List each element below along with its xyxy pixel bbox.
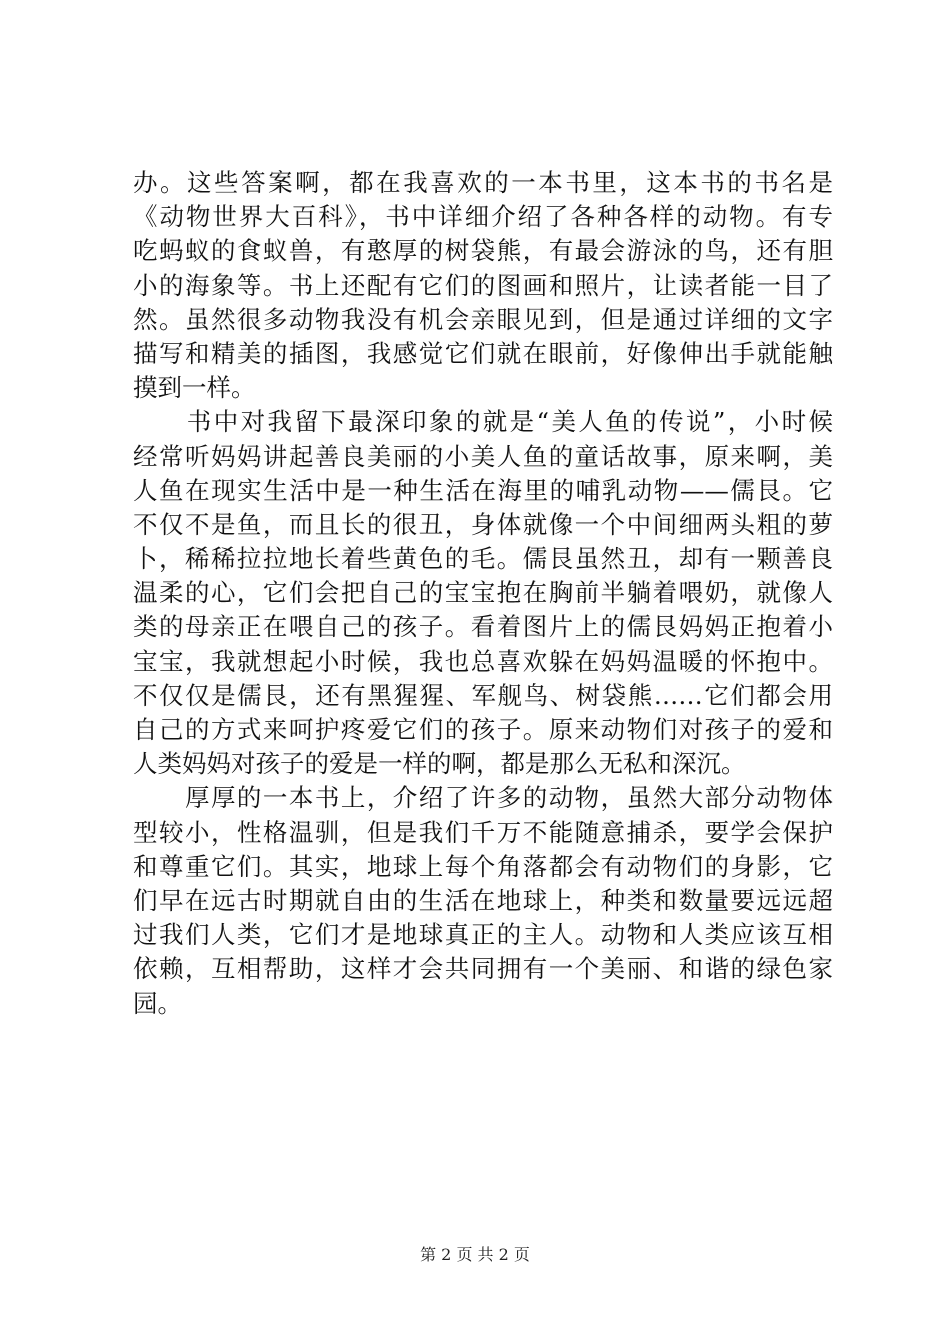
text-line: 和尊重它们。其实，地球上每个角落都会有动物们的身影，它 — [133, 851, 833, 881]
text-line: 过我们人类，它们才是地球真正的主人。动物和人类应该互相 — [133, 920, 833, 950]
text-line: 不仅仅是儒艮，还有黑猩猩、军舰鸟、树袋熊……它们都会用 — [133, 680, 833, 710]
text-line: 们早在远古时期就自由的生活在地球上，种类和数量要远远超 — [133, 885, 833, 915]
text-line: 人鱼在现实生活中是一种生活在海里的哺乳动物——儒艮。它 — [133, 475, 833, 505]
text-line: 描写和精美的插图，我感觉它们就在眼前，好像伸出手就能触 — [133, 338, 833, 368]
text-line: 型较小，性格温驯，但是我们千万不能随意捕杀，要学会保护 — [133, 817, 833, 847]
text-line: 经常听妈妈讲起善良美丽的小美人鱼的童话故事，原来啊，美 — [133, 441, 833, 471]
text-line: 不仅不是鱼，而且长的很丑，身体就像一个中间细两头粗的萝 — [133, 509, 833, 539]
text-line: 卜，稀稀拉拉地长着些黄色的毛。儒艮虽然丑，却有一颗善良 — [133, 544, 833, 574]
text-line: 类的母亲正在喂自己的孩子。看着图片上的儒艮妈妈正抱着小 — [133, 612, 833, 642]
text-line: 依赖，互相帮助，这样才会共同拥有一个美丽、和谐的绿色家 — [133, 954, 833, 984]
text-line: 然。虽然很多动物我没有机会亲眼见到，但是通过详细的文字 — [133, 304, 833, 334]
text-line: 宝宝，我就想起小时候，我也总喜欢躲在妈妈温暖的怀抱中。 — [133, 646, 833, 676]
text-line: 人类妈妈对孩子的爱是一样的啊，都是那么无私和深沉。 — [133, 749, 746, 779]
text-line: 办。这些答案啊，都在我喜欢的一本书里，这本书的书名是 — [133, 168, 833, 197]
text-line: 《动物世界大百科》，书中详细介绍了各种各样的动物。有专 — [133, 202, 833, 232]
text-line: 书中对我留下最深印象的就是“美人鱼的传说”，小时候 — [133, 407, 833, 437]
text-line: 小的海象等。书上还配有它们的图画和照片，让读者能一目了 — [133, 270, 833, 300]
body-text — [133, 166, 833, 1021]
text-line: 厚厚的一本书上，介绍了许多的动物，虽然大部分动物体 — [133, 783, 833, 813]
text-line: 自己的方式来呵护疼爱它们的孩子。原来动物们对孩子的爱和 — [133, 715, 833, 744]
text-line: 园。 — [133, 988, 182, 1018]
text-line: 吃蚂蚁的食蚁兽，有憨厚的树袋熊，有最会游泳的鸟，还有胆 — [133, 236, 833, 266]
page-footer: 第 2 页 共 2 页 — [420, 1245, 530, 1264]
text-line: 温柔的心，它们会把自己的宝宝抱在胸前半躺着喂奶，就像人 — [133, 578, 833, 608]
text-line: 摸到一样。 — [133, 373, 256, 403]
